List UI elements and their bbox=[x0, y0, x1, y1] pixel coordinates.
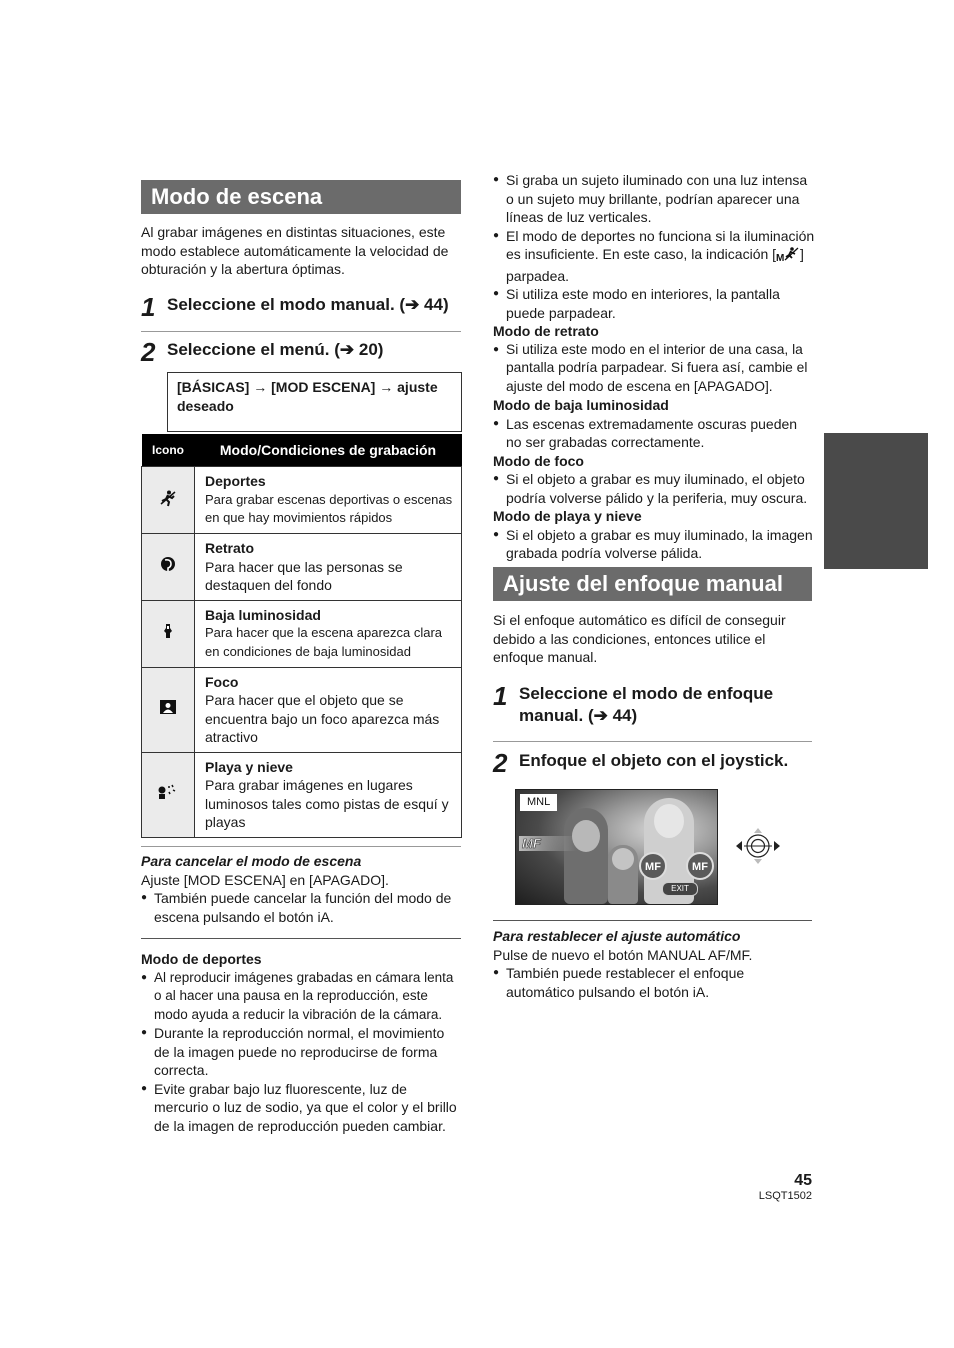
arrow: → bbox=[375, 379, 398, 395]
cancel-bullet: ● También puede cancelar la función del modo de escena pulsando el botón iA. bbox=[141, 889, 463, 926]
step-1 bbox=[141, 294, 463, 320]
arrow: → bbox=[249, 379, 272, 395]
portrait-icon bbox=[142, 534, 195, 601]
mode-title: Retrato bbox=[205, 540, 255, 556]
note-text: El modo de deportes no funciona si la iluminación es insuficiente. En este caso, la indicación [ bbox=[506, 227, 815, 262]
spotlight-icon bbox=[142, 667, 195, 752]
scene-intro: Al grabar imágenes en distintas situaciones, este modo establece automáticamente la velocidad de obturación y la abertura óptimas. bbox=[141, 224, 449, 277]
restore-text: Pulse de nuevo el botón MANUAL AF/MF. bbox=[493, 946, 753, 963]
beach-bullet: ● Si el objeto a grabar es muy iluminado, la imagen grabada podría volverse pálida. bbox=[493, 526, 815, 563]
mode-text: Para hacer que las personas se destaquen del fondo bbox=[205, 558, 403, 593]
portrait-bullet: ● Si utiliza este modo en el interior de una casa, la pantalla podría parpadear. Si fuera así, cambie el ajuste del modo de escena en [APAGADO]. bbox=[493, 341, 815, 397]
divider bbox=[493, 741, 812, 742]
section-title-scene-mode: Modo de escena bbox=[141, 180, 461, 214]
mnl-indicator: MNL bbox=[520, 794, 557, 811]
mf-minus-label: MF bbox=[645, 861, 661, 873]
menu-basicas: [BÁSICAS] bbox=[177, 379, 250, 395]
mode-text: Para grabar escenas deportivas o escenas en que hay movimientos rápidos bbox=[205, 491, 453, 525]
table-row bbox=[142, 600, 462, 667]
mode-title: Deportes bbox=[205, 473, 266, 489]
step-number: 2 bbox=[141, 337, 156, 367]
divider bbox=[141, 938, 461, 939]
cancel-block bbox=[141, 852, 463, 926]
step-1 bbox=[493, 683, 815, 727]
joystick-icon bbox=[734, 826, 782, 866]
exit-button[interactable]: EXIT bbox=[662, 882, 698, 896]
mf-minus-button[interactable] bbox=[639, 852, 667, 880]
step-text: Seleccione el menú. (➔ 20) bbox=[167, 340, 384, 359]
spot-bullet: ● Si el objeto a grabar es muy iluminado, el objeto podría volverse pálido y la periferia, muy oscura. bbox=[493, 470, 815, 507]
restore-bullet: ● También puede restablecer el enfoque automático pulsando el botón iA. bbox=[493, 964, 815, 1001]
doc-code: LSQT1502 bbox=[758, 1190, 812, 1202]
sports-bullet: ● Durante la reproducción normal, el movimiento de la imagen puede no reproducirse de forma correcta. bbox=[141, 1024, 463, 1080]
low-light-icon bbox=[142, 600, 195, 667]
page-number: 45 bbox=[794, 1172, 812, 1189]
lowlight-heading: Modo de baja luminosidad bbox=[493, 397, 669, 413]
step-2 bbox=[493, 750, 815, 776]
side-tab bbox=[824, 433, 928, 569]
svg-text:M: M bbox=[776, 253, 785, 262]
step-number: 1 bbox=[141, 292, 156, 322]
divider bbox=[141, 846, 461, 847]
note-text: ] parpadea. bbox=[506, 246, 804, 284]
child-face bbox=[612, 848, 634, 870]
menu-mod-escena: [MOD ESCENA] bbox=[271, 379, 376, 395]
table-row bbox=[142, 467, 462, 534]
sports-bullet: ● Al reproducir imágenes grabadas en cámara lenta o al hacer una pausa en la reproducción, este modo ayuda a reducir la vibración de la cámara. bbox=[141, 969, 463, 1025]
mf-indicator: MF bbox=[519, 836, 577, 851]
menu-ajuste: ajuste deseado bbox=[177, 379, 438, 414]
note-bullet: ● Si graba un sujeto iluminado con una luz intensa o un sujeto muy brillante, podrían aparecer una líneas de luz verticales. bbox=[493, 171, 815, 227]
step-text: Enfoque el objeto con el joystick. bbox=[519, 751, 789, 770]
mode-text: Para hacer que la escena aparezca clara en condiciones de baja luminosidad bbox=[205, 625, 443, 659]
step-text: Seleccione el modo manual. (➔ 44) bbox=[167, 295, 449, 314]
restore-block bbox=[493, 927, 815, 1001]
table-row bbox=[142, 752, 462, 837]
mode-desc bbox=[195, 600, 462, 667]
cancel-heading: Para cancelar el modo de escena bbox=[141, 853, 362, 869]
divider bbox=[141, 331, 461, 332]
lowlight-bullet: ● Las escenas extremadamente oscuras pueden no ser grabadas correctamente. bbox=[493, 415, 815, 452]
section-title-manual-focus: Ajuste del enfoque manual bbox=[493, 567, 812, 601]
right-notes bbox=[493, 171, 815, 563]
col-mode-header: Modo/Condiciones de grabación bbox=[195, 434, 462, 467]
cancel-text: Ajuste [MOD ESCENA] en [APAGADO]. bbox=[141, 871, 389, 888]
note-bullet bbox=[493, 227, 815, 286]
col-icon-header: Icono bbox=[142, 434, 195, 467]
portrait-heading: Modo de retrato bbox=[493, 323, 599, 339]
note-bullet: ● Si utiliza este modo en interiores, la pantalla puede parpadear. bbox=[493, 285, 815, 322]
mode-title: Foco bbox=[205, 673, 239, 690]
spot-heading: Modo de foco bbox=[493, 452, 584, 469]
step-2 bbox=[141, 339, 463, 365]
divider bbox=[493, 920, 812, 921]
mode-text: Para hacer que el objeto que se encuentra bajo un foco aparezca más atractivo bbox=[205, 692, 440, 745]
sports-bullet: ● Evite grabar bajo luz fluorescente, luz de mercurio o luz de sodio, ya que el color y el brillo de la imagen de reproducción pueden cambiar. bbox=[141, 1080, 463, 1136]
beach-heading: Modo de playa y nieve bbox=[493, 508, 642, 524]
mf-plus-button[interactable] bbox=[686, 852, 714, 880]
sports-notes bbox=[141, 950, 463, 1135]
scene-mode-table bbox=[141, 434, 462, 838]
mf-plus-label: MF bbox=[692, 861, 708, 873]
focus-intro: Si el enfoque automático es difícil de conseguir debido a las condiciones, entonces utilice el enfoque manual. bbox=[493, 612, 786, 665]
face-right bbox=[654, 804, 684, 838]
surf-snow-icon bbox=[142, 752, 195, 837]
mode-desc bbox=[195, 467, 462, 534]
step-number: 2 bbox=[493, 748, 508, 778]
mode-title: Baja luminosidad bbox=[205, 606, 321, 623]
mode-title: Playa y nieve bbox=[205, 758, 293, 775]
step-text: Seleccione el modo de enfoque manual. (➔ 44) bbox=[519, 684, 774, 725]
lcd-screen bbox=[515, 789, 718, 905]
manual-sports-icon bbox=[776, 246, 800, 267]
mode-desc bbox=[195, 752, 462, 837]
restore-heading: Para restablecer el ajuste automático bbox=[493, 928, 741, 944]
step-number: 1 bbox=[493, 681, 508, 711]
sports-icon bbox=[142, 467, 195, 534]
menu-path-box bbox=[167, 372, 462, 432]
sports-heading: Modo de deportes bbox=[141, 951, 262, 967]
mode-desc bbox=[195, 534, 462, 601]
mode-text: Para grabar imágenes en lugares luminosos tales como pistas de esquí y playas bbox=[205, 777, 449, 830]
mode-desc bbox=[195, 667, 462, 752]
table-row bbox=[142, 667, 462, 752]
table-row bbox=[142, 534, 462, 601]
